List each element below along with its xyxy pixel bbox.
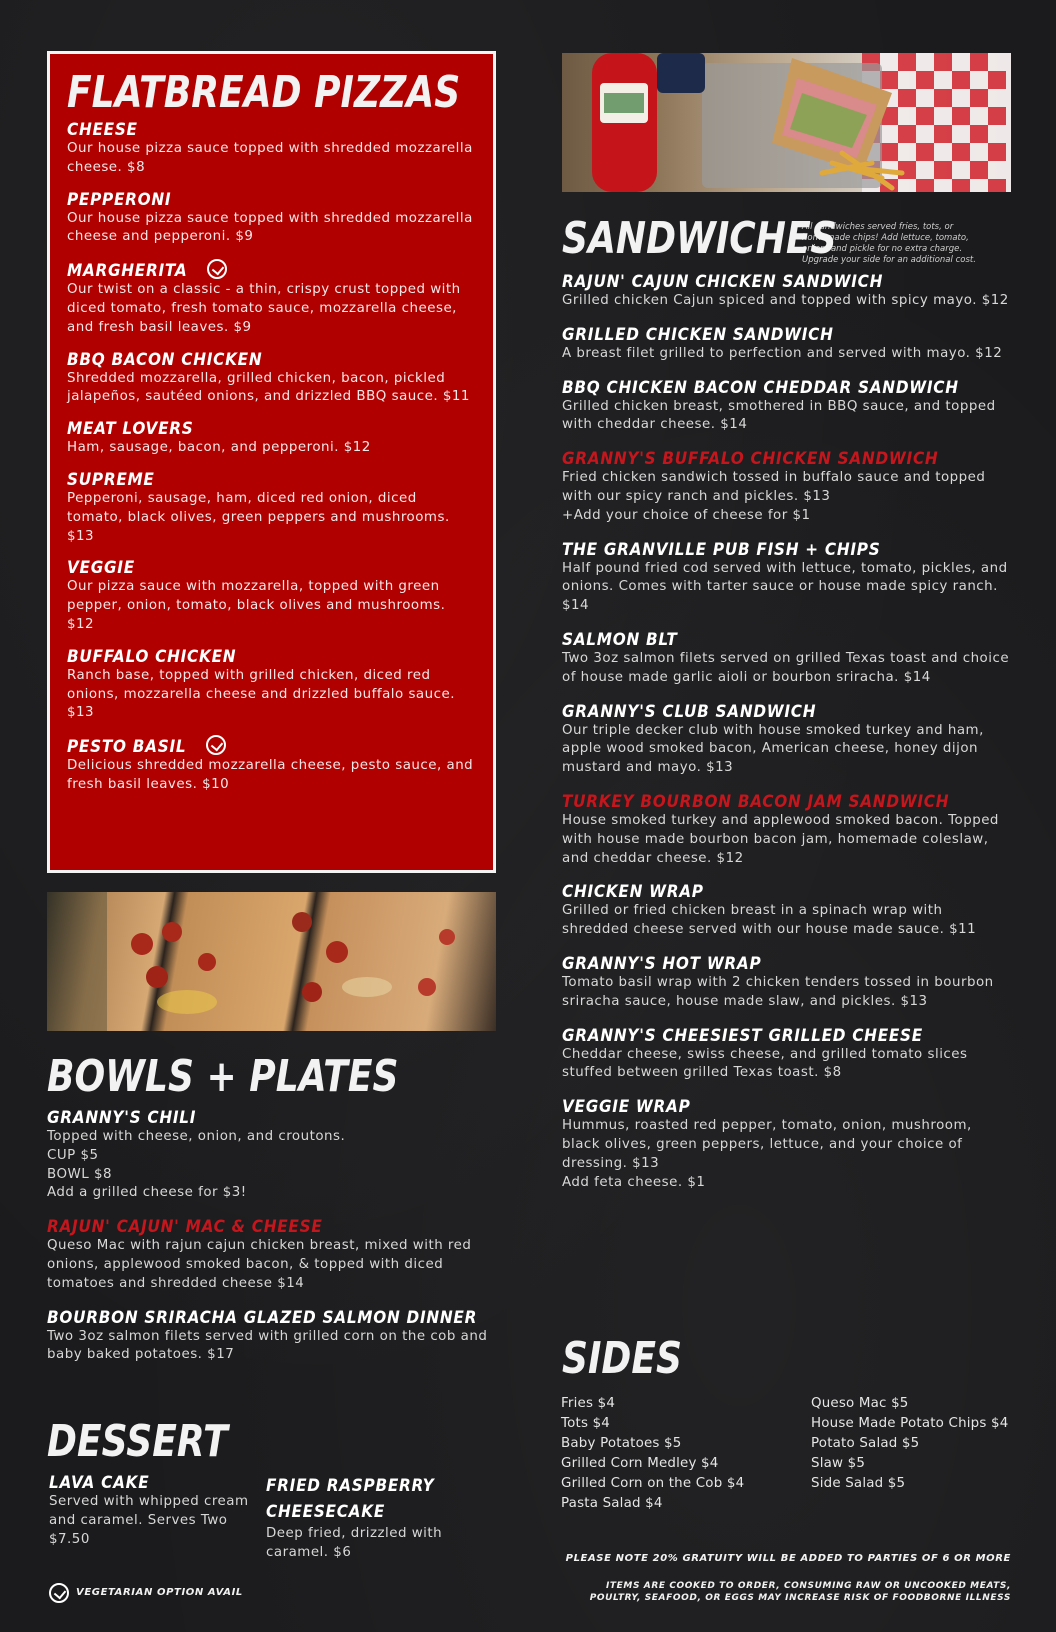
bowls-section (47, 1052, 496, 1376)
item-name: CHICKEN WRAP (562, 882, 704, 903)
item-name: GRANNY'S HOT WRAP (562, 953, 762, 974)
item-desc: Tomato basil wrap with 2 chicken tenders tossed in bourbon sriracha sauce, house made slaw, and pickles. $13 (562, 974, 994, 1009)
item-name: LAVA CAKE (49, 1473, 150, 1493)
item-name: GRANNY'S CHILI (47, 1108, 197, 1128)
menu-item (266, 1473, 466, 1563)
menu-item (47, 1308, 496, 1366)
vegetarian-legend (49, 1583, 243, 1603)
side-item: Slaw $5 (811, 1456, 866, 1471)
item-desc: Our house pizza sauce topped with shredded mozzarella cheese and pepperoni. $9 (67, 210, 473, 245)
menu-item (562, 954, 1011, 1012)
item-desc: A breast filet grilled to perfection and served with mayo. $12 (562, 345, 1003, 361)
item-name: BBQ BACON CHICKEN (67, 349, 263, 370)
flatbread-title: FLATBREAD PIZZAS (67, 67, 461, 118)
item-desc: Topped with cheese, onion, and croutons. (47, 1129, 346, 1144)
menu-item (47, 1108, 496, 1203)
item-desc: Delicious shredded mozzarella cheese, pesto sauce, and fresh basil leaves. $10 (67, 758, 474, 792)
menu-item (67, 259, 476, 337)
item-desc: Half pound fried cod served with lettuce, tomato, pickles, and onions. Comes with tarter sauce or house made spicy ranch. $14 (562, 560, 1008, 614)
menu-item (67, 190, 476, 248)
flatbread-section (47, 51, 496, 873)
vegetarian-check-icon (207, 259, 227, 279)
item-name: VEGGIE WRAP (562, 1097, 691, 1118)
item-name: PESTO BASIL (67, 737, 187, 758)
menu-item (562, 272, 1011, 311)
item-desc: Ham, sausage, bacon, and pepperoni. $12 (67, 440, 371, 456)
item-name: MEAT LOVERS (67, 419, 194, 440)
menu-item (562, 792, 1011, 868)
sandwiches-title: SANDWICHES (562, 213, 837, 264)
side-item: Tots $4 (561, 1416, 611, 1431)
item-name: BUFFALO CHICKEN (67, 646, 237, 667)
item-desc: Fried chicken sandwich tossed in buffalo sauce and topped with our spicy ranch and pickles. $13 (562, 470, 986, 504)
item-name: BBQ CHICKEN BACON CHEDDAR SANDWICH (562, 377, 959, 398)
menu-item (67, 350, 476, 408)
item-desc: Our house pizza sauce topped with shredded mozzarella cheese. $8 (67, 141, 473, 175)
side-item: House Made Potato Chips $4 (811, 1416, 1009, 1431)
menu-item (562, 325, 1011, 364)
menu-item (67, 647, 476, 723)
item-desc: Grilled chicken Cajun spiced and topped with spicy mayo. $12 (562, 293, 1009, 308)
menu-item (67, 120, 476, 178)
food-safety-warning (551, 1580, 1011, 1604)
warning-line-1: ITEMS ARE COOKED TO ORDER, CONSUMING RAW OR UNCOOKED MEATS, (605, 1581, 1011, 1591)
gratuity-note: PLEASE NOTE 20% GRATUITY WILL BE ADDED TO PARTIES OF 6 OR MORE (565, 1553, 1011, 1564)
side-item: Baby Potatoes $5 (561, 1436, 682, 1451)
sides-column-2 (811, 1394, 1011, 1494)
item-name: RAJUN' CAJUN' MAC & CHEESE (47, 1217, 323, 1238)
item-desc: Grilled chicken breast, smothered in BBQ sauce, and topped with cheddar cheese. $14 (562, 398, 996, 433)
item-desc: House smoked turkey and applewood smoked bacon. Topped with house made bourbon bacon jam, homemade coleslaw, and cheddar cheese. $12 (562, 812, 999, 866)
menu-item (562, 702, 1011, 778)
item-extra: Add feta cheese. $1 (562, 1174, 706, 1190)
menu-item (562, 630, 1011, 688)
side-item: Grilled Corn Medley $4 (561, 1456, 719, 1471)
item-name: SUPREME (67, 469, 155, 490)
menu-item (67, 470, 476, 546)
item-name: VEGGIE (67, 558, 135, 579)
item-name: RAJUN' CAJUN CHICKEN SANDWICH (562, 272, 884, 292)
item-desc: Ranch base, topped with grilled chicken, diced red onions, mozzarella cheese and drizzled buffalo sauce. $13 (67, 667, 455, 721)
item-desc: Pepperoni, sausage, ham, diced red onion, diced tomato, black olives, green peppers and mushrooms. $13 (67, 490, 450, 544)
item-desc: Add a grilled cheese for $3! (47, 1185, 247, 1201)
side-item: Side Salad $5 (811, 1476, 906, 1491)
item-name: BOURBON SRIRACHA GLAZED SALMON DINNER (47, 1307, 478, 1328)
item-name: SALMON BLT (562, 629, 678, 650)
sides-column-1 (561, 1394, 801, 1514)
item-desc: Queso Mac with rajun cajun chicken breast, mixed with red onions, applewood smoked bacon, & topped with diced tomatoes and shredded cheese $14 (47, 1238, 472, 1291)
menu-item (562, 882, 1011, 940)
item-desc: Two 3oz salmon filets served on grilled Texas toast and choice of house made garlic aioli or bourbon sriracha. $14 (562, 650, 1010, 685)
item-desc: Cheddar cheese, swiss cheese, and grilled tomato slices stuffed between grilled Texas toast. $8 (562, 1046, 968, 1081)
dessert-section (47, 1417, 267, 1467)
flatbread-photo-art (47, 892, 496, 1031)
sandwiches-header (562, 212, 1011, 266)
sandwich-photo (562, 53, 1011, 192)
item-name: GRANNY'S CLUB SANDWICH (562, 701, 817, 722)
menu-item (67, 419, 476, 458)
item-name: GRILLED CHICKEN SANDWICH (562, 324, 834, 345)
item-desc: Shredded mozzarella, grilled chicken, bacon, pickled jalapeños, sautéed onions, and drizzled BBQ sauce. $11 (67, 370, 470, 405)
bowls-title: BOWLS + PLATES (47, 1051, 399, 1102)
sides-title: SIDES (562, 1333, 683, 1384)
warning-line-2: POULTRY, SEAFOOD, OR EGGS MAY INCREASE RISK OF FOODBORNE ILLNESS (589, 1593, 1011, 1603)
sandwiches-note: All sandwiches served fries, tots, or homemade chips! Add lettuce, tomato, onion, and pickle for no extra charge. Upgrade your side for an additional cost. (802, 222, 976, 265)
item-name: MARGHERITA (67, 261, 188, 282)
item-desc: Our pizza sauce with mozzarella, topped with green pepper, onion, tomato, black olives and mushrooms. $12 (67, 579, 446, 632)
item-name: FRIED RASPBERRY CHEESECAKE (266, 1476, 435, 1522)
item-extra: +Add your choice of cheese for $1 (562, 507, 811, 523)
item-name: CHEESE (67, 120, 138, 140)
menu-item (49, 1473, 249, 1549)
sandwiches-section (562, 212, 1011, 1203)
flatbread-photo (47, 892, 496, 1031)
menu-item (562, 540, 1011, 616)
sides-section (562, 1334, 708, 1384)
side-item: Potato Salad $5 (811, 1436, 920, 1451)
menu-item (67, 558, 476, 634)
item-desc: Our triple decker club with house smoked turkey and ham, apple wood smoked bacon, American cheese, honey dijon mustard and mayo. $13 (562, 722, 984, 776)
item-name: GRANNY'S CHEESIEST GRILLED CHEESE (562, 1025, 923, 1046)
menu-item (562, 449, 1011, 525)
dessert-title: DESSERT (47, 1416, 228, 1467)
vegetarian-check-icon (49, 1583, 69, 1603)
item-desc: Deep fried, drizzled with caramel. $6 (266, 1526, 443, 1560)
menu-item (67, 735, 476, 795)
side-item: Pasta Salad $4 (561, 1496, 663, 1511)
side-item: Fries $4 (561, 1396, 616, 1411)
menu-item (562, 1097, 1011, 1192)
menu-item (47, 1217, 496, 1293)
item-desc: Our twist on a classic - a thin, crispy crust topped with diced tomato, fresh tomato sauce, mozzarella cheese, and fresh basil leaves. $9 (67, 282, 461, 335)
side-item: Grilled Corn on the Cob $4 (561, 1476, 745, 1491)
vegetarian-legend-label: VEGETARIAN OPTION AVAIL (76, 1587, 243, 1598)
item-desc: Two 3oz salmon filets served with grilled corn on the cob and baby baked potatoes. $17 (47, 1328, 488, 1363)
item-desc: Hummus, roasted red pepper, tomato, onion, mushroom, black olives, green peppers, lettuce, and your choice of dressing. $13 (562, 1118, 972, 1171)
item-name: THE GRANVILLE PUB FISH + CHIPS (562, 539, 881, 560)
menu-item (562, 1026, 1011, 1084)
item-name: GRANNY'S BUFFALO CHICKEN SANDWICH (562, 449, 939, 470)
item-name: TURKEY BOURBON BACON JAM SANDWICH (562, 791, 950, 812)
item-desc: CUP $5 (47, 1147, 99, 1163)
item-name: PEPPERONI (67, 189, 172, 210)
item-desc: Grilled or fried chicken breast in a spinach wrap with shredded cheese served with our house made sauce. $11 (562, 903, 977, 938)
sandwich-photo-art (562, 53, 1011, 192)
vegetarian-check-icon (206, 735, 226, 755)
item-desc: BOWL $8 (47, 1166, 112, 1182)
menu-item (562, 378, 1011, 436)
item-desc: Served with whipped cream and caramel. Serves Two $7.50 (49, 1494, 249, 1547)
side-item: Queso Mac $5 (811, 1396, 909, 1411)
